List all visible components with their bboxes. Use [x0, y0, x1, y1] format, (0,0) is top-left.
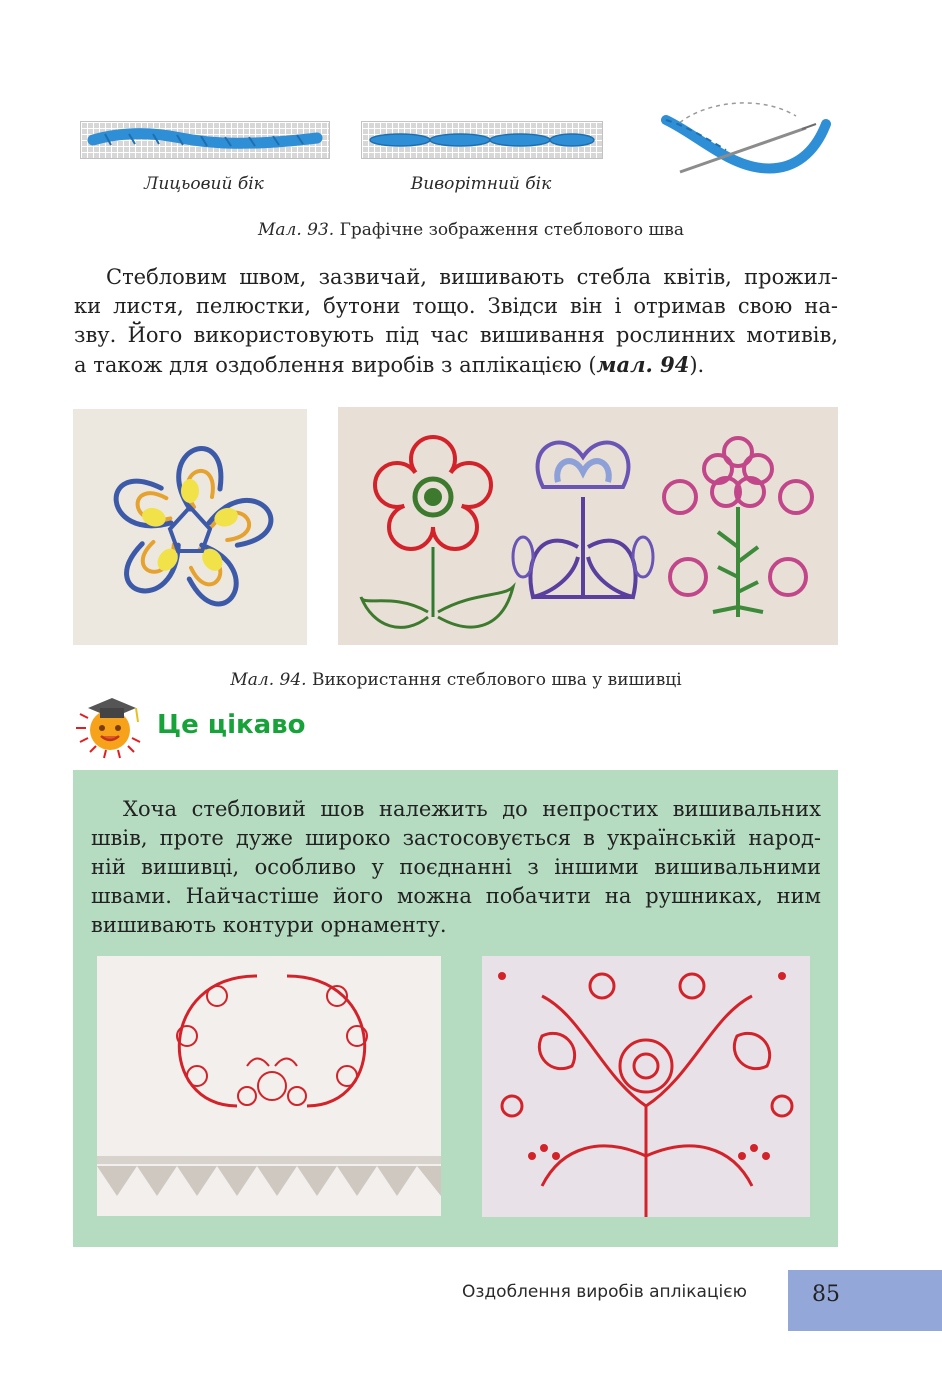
fact-line: швів, проте дуже широко застосовується в українській народ-	[91, 826, 821, 850]
back-side-label: Виворітний бік	[410, 174, 552, 194]
fact-line: Хоча стебловий шов належить до непростих вишивальних	[123, 797, 821, 821]
flower-motifs-embroidery-photo	[338, 407, 838, 645]
figure-94-ref: Мал. 94.	[230, 670, 307, 690]
paragraph-line: а також для оздоблення виробів з аплікацією (мал. 94).	[74, 352, 705, 377]
figure-93-caption	[0, 220, 942, 240]
figure-94-caption	[0, 670, 912, 690]
figure-94-reference: мал. 94	[596, 352, 690, 377]
folk-ornament-embroidery-photo	[482, 956, 810, 1217]
front-side-label: Лицьовий бік	[144, 174, 264, 194]
main-paragraph	[74, 263, 838, 380]
interesting-fact-text	[91, 795, 821, 940]
towel-wreath-drawing	[97, 956, 441, 1216]
embroidered-towel-photo	[97, 956, 441, 1216]
fact-line: вишивають контури орнаменту.	[91, 913, 447, 937]
backstitch-thread-back	[362, 122, 602, 158]
fact-line: швами. Найчастіше його можна побачити на рушниках, ним	[91, 884, 821, 908]
footer-section-title: Оздоблення виробів аплікацією	[462, 1282, 747, 1302]
folk-ornament-drawing	[482, 956, 810, 1217]
figure-93-ref: Мал. 93.	[257, 220, 335, 240]
paragraph-line: зву. Його використовують під час вишивання рослинних мотивів,	[74, 323, 838, 347]
page-number: 85	[812, 1282, 840, 1307]
stem-stitch-front-diagram	[80, 121, 330, 159]
paragraph-line: ки листя, пелюстки, бутони тощо. Звідси він і отримав свою на-	[74, 294, 838, 318]
interesting-fact-heading: Це цікаво	[157, 710, 306, 740]
graduate-sun-icon	[74, 688, 146, 760]
twisted-thread-front	[81, 122, 329, 158]
stem-stitch-back-diagram	[361, 121, 603, 159]
needle-and-thread-illustration	[656, 94, 836, 184]
flower-motifs-drawing	[338, 407, 838, 645]
blue-flower-embroidery-drawing	[73, 409, 307, 645]
fact-line: ній вишивці, особливо у поєднанні з іншими вишивальними	[91, 855, 821, 879]
paragraph-line: Стебловим швом, зазвичай, вишивають стебла квітів, прожил-	[106, 265, 838, 289]
figure-93-caption-text: Графічне зображення стеблового шва	[339, 220, 685, 240]
blue-flower-embroidery-photo	[73, 409, 307, 645]
figure-94-caption-text: Використання стеблового шва у вишивці	[311, 670, 682, 690]
